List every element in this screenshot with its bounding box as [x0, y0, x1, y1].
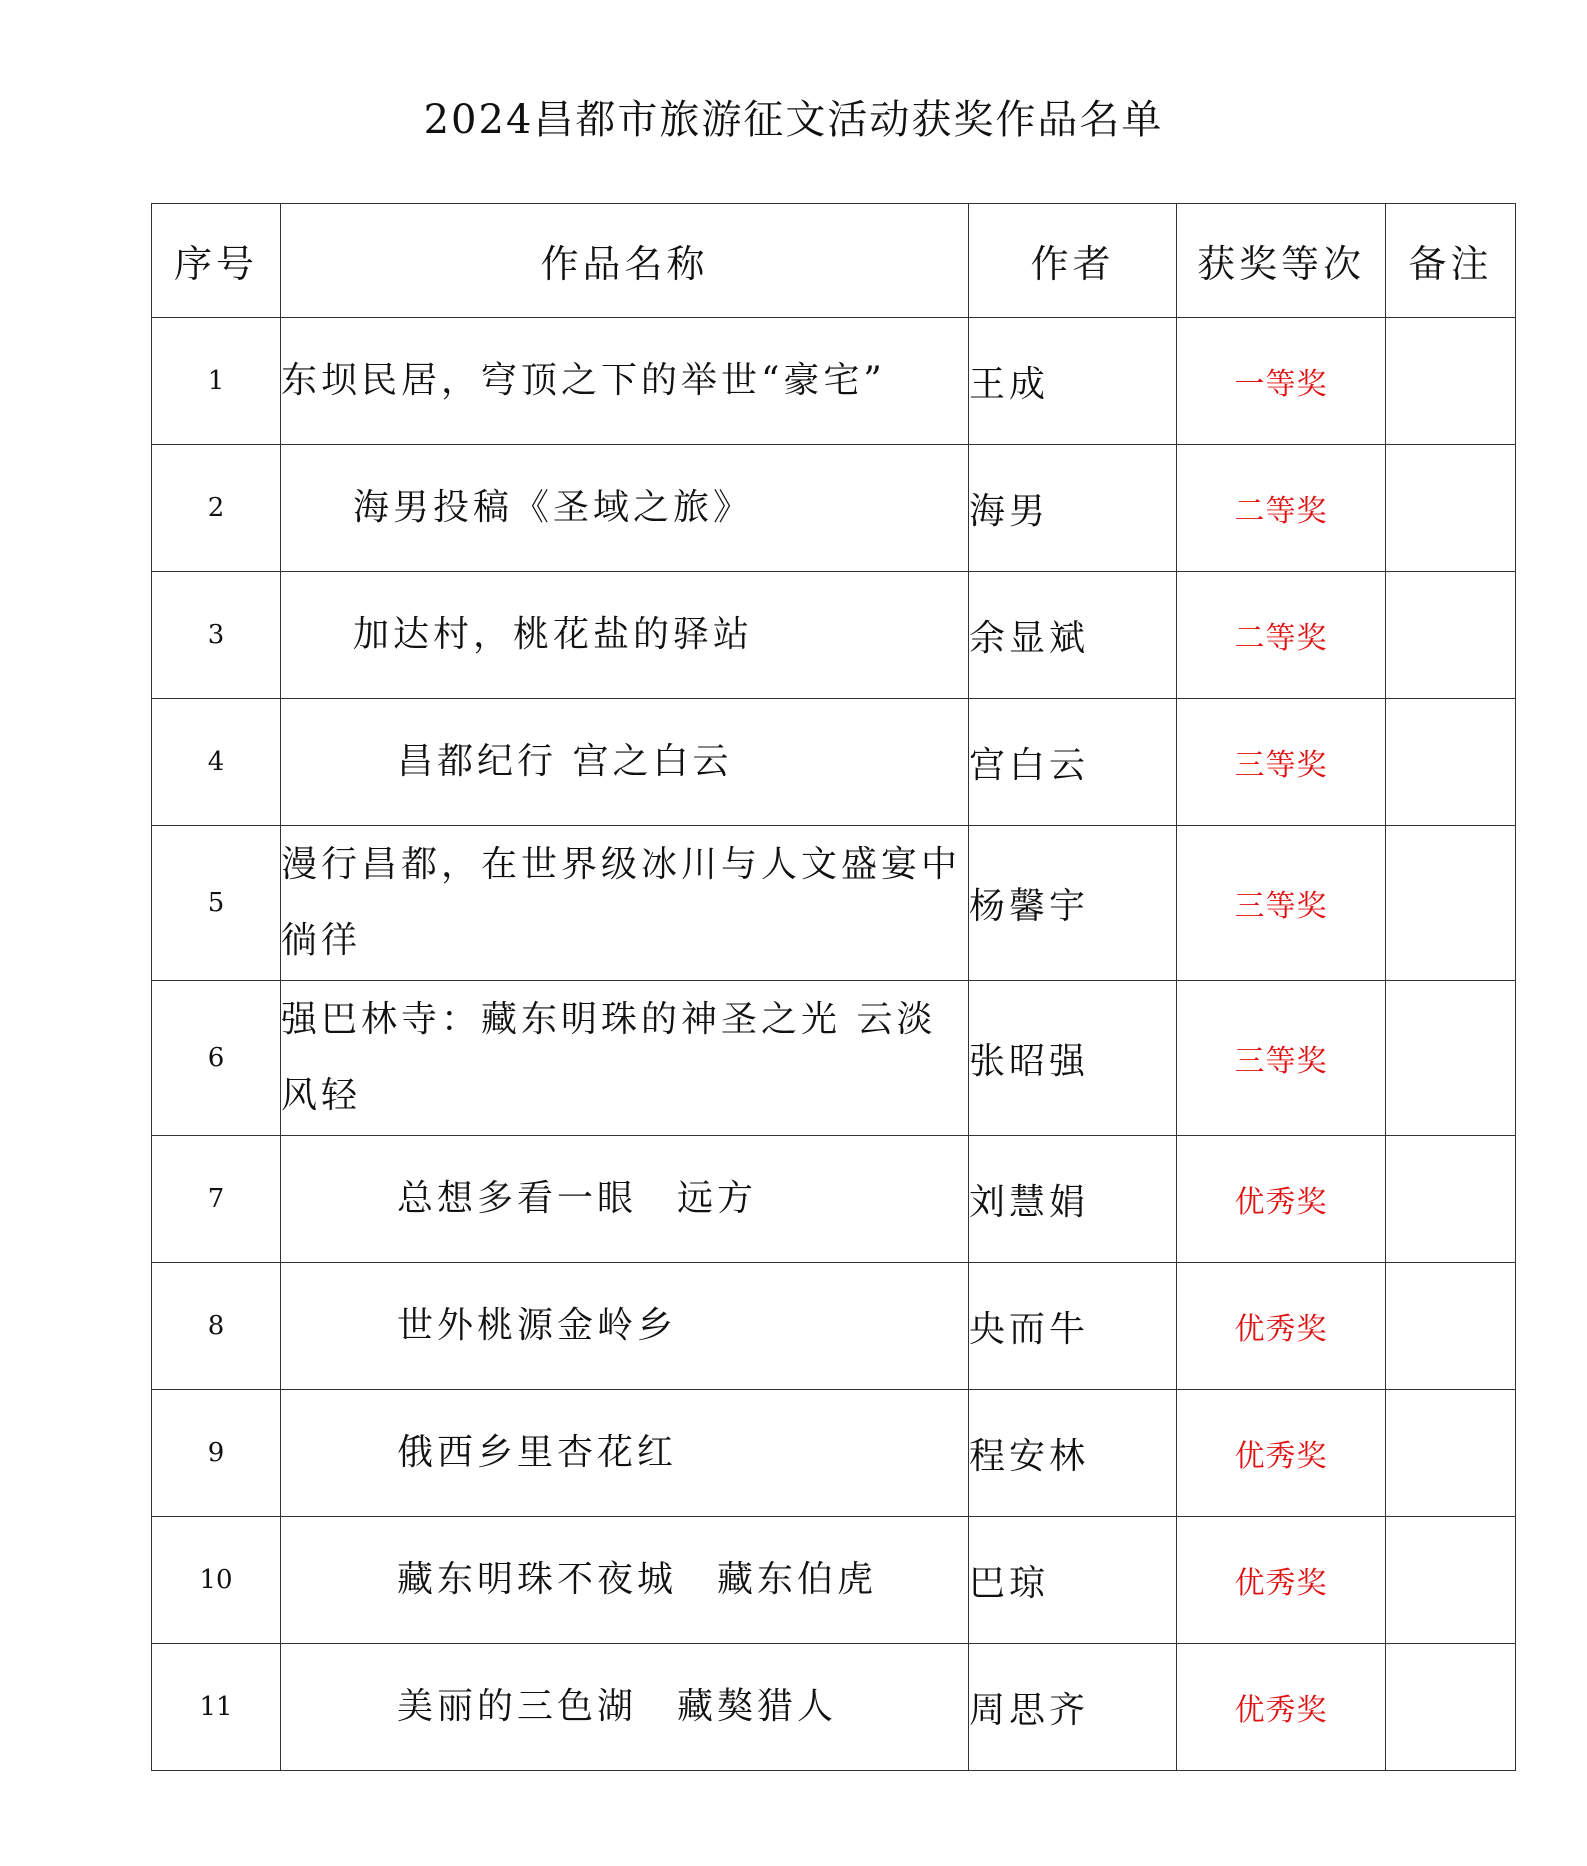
table-row — [152, 1644, 1516, 1771]
row-work-title: 漫行昌都，在世界级冰川与人文盛宴中徜徉 — [281, 826, 969, 981]
row-award-level: 一等奖 — [1177, 318, 1386, 445]
table-row — [152, 572, 1516, 699]
row-note — [1386, 826, 1516, 981]
header-author: 作者 — [969, 204, 1177, 318]
row-author: 张昭强 — [969, 981, 1177, 1136]
row-author: 宫白云 — [969, 699, 1177, 826]
row-award-level: 优秀奖 — [1177, 1263, 1386, 1390]
row-seq: 8 — [152, 1263, 281, 1390]
row-work-title: 昌都纪行 宫之白云 — [281, 699, 969, 826]
row-seq: 1 — [152, 318, 281, 445]
row-work-title: 加达村，桃花盐的驿站 — [281, 572, 969, 699]
table-row — [152, 981, 1516, 1136]
header-level: 获奖等次 — [1177, 204, 1386, 318]
row-seq: 10 — [152, 1517, 281, 1644]
row-note — [1386, 1644, 1516, 1771]
header-name: 作品名称 — [281, 204, 969, 318]
row-seq: 3 — [152, 572, 281, 699]
row-note — [1386, 699, 1516, 826]
row-note — [1386, 318, 1516, 445]
table-row — [152, 318, 1516, 445]
header-note: 备注 — [1386, 204, 1516, 318]
table-row — [152, 1136, 1516, 1263]
row-seq: 5 — [152, 826, 281, 981]
row-award-level: 优秀奖 — [1177, 1390, 1386, 1517]
row-author: 刘慧娟 — [969, 1136, 1177, 1263]
row-note — [1386, 1136, 1516, 1263]
row-award-level: 三等奖 — [1177, 699, 1386, 826]
row-award-level: 三等奖 — [1177, 981, 1386, 1136]
row-award-level: 优秀奖 — [1177, 1517, 1386, 1644]
row-author: 央而牛 — [969, 1263, 1177, 1390]
table-header-row — [152, 204, 1516, 318]
row-work-title: 东坝民居，穹顶之下的举世“豪宅” — [281, 318, 969, 445]
row-award-level: 三等奖 — [1177, 826, 1386, 981]
row-note — [1386, 572, 1516, 699]
row-award-level: 优秀奖 — [1177, 1136, 1386, 1263]
row-note — [1386, 445, 1516, 572]
row-work-title: 世外桃源金岭乡 — [281, 1263, 969, 1390]
row-work-title: 海男投稿《圣域之旅》 — [281, 445, 969, 572]
row-author: 杨馨宇 — [969, 826, 1177, 981]
row-author: 王成 — [969, 318, 1177, 445]
row-award-level: 二等奖 — [1177, 445, 1386, 572]
row-award-level: 优秀奖 — [1177, 1644, 1386, 1771]
row-note — [1386, 1390, 1516, 1517]
row-work-title: 俄西乡里杏花红 — [281, 1390, 969, 1517]
row-author: 周思齐 — [969, 1644, 1177, 1771]
row-award-level: 二等奖 — [1177, 572, 1386, 699]
row-seq: 6 — [152, 981, 281, 1136]
row-seq: 7 — [152, 1136, 281, 1263]
row-author: 海男 — [969, 445, 1177, 572]
header-seq: 序号 — [152, 204, 281, 318]
row-work-title: 美丽的三色湖 藏獒猎人 — [281, 1644, 969, 1771]
row-seq: 9 — [152, 1390, 281, 1517]
awards-table — [151, 203, 1516, 1771]
row-author: 余显斌 — [969, 572, 1177, 699]
row-seq: 11 — [152, 1644, 281, 1771]
row-note — [1386, 1517, 1516, 1644]
row-seq: 2 — [152, 445, 281, 572]
row-work-title: 强巴林寺：藏东明珠的神圣之光 云淡风轻 — [281, 981, 969, 1136]
table-row — [152, 1263, 1516, 1390]
row-note — [1386, 1263, 1516, 1390]
table-row — [152, 445, 1516, 572]
table-row — [152, 1517, 1516, 1644]
table-row — [152, 1390, 1516, 1517]
row-work-title: 总想多看一眼 远方 — [281, 1136, 969, 1263]
table-row — [152, 826, 1516, 981]
row-author: 程安林 — [969, 1390, 1177, 1517]
row-seq: 4 — [152, 699, 281, 826]
row-author: 巴琼 — [969, 1517, 1177, 1644]
page-title: 2024昌都市旅游征文活动获奖作品名单 — [423, 97, 1164, 143]
row-note — [1386, 981, 1516, 1136]
table-row — [152, 699, 1516, 826]
row-work-title: 藏东明珠不夜城 藏东伯虎 — [281, 1517, 969, 1644]
